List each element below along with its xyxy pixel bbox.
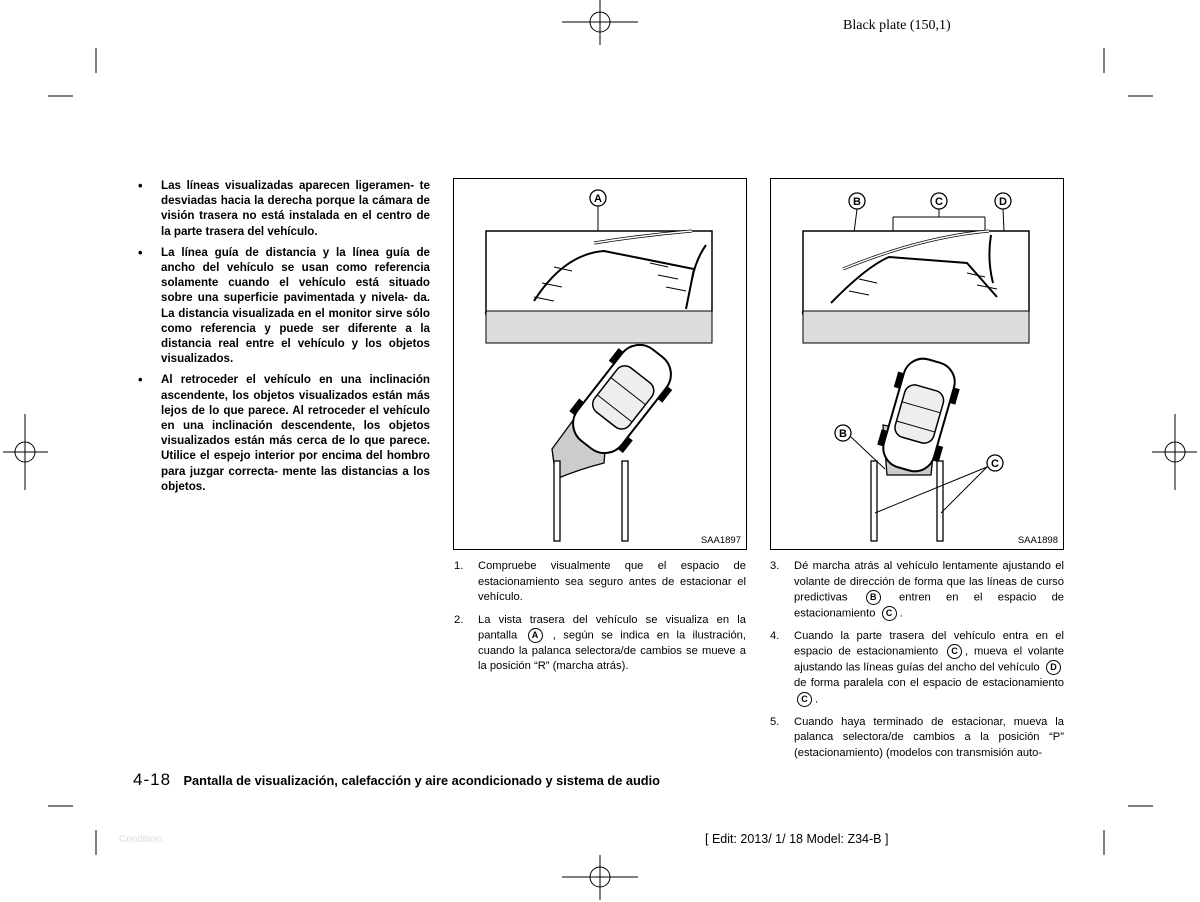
figure-id: SAA1898 [1017, 535, 1058, 546]
crosshair-right-icon [1152, 414, 1197, 490]
callout-c-ref-icon: C [947, 644, 962, 659]
callout-b-ref-icon: B [866, 590, 881, 605]
bumper-area [486, 311, 712, 343]
step-item [454, 613, 746, 675]
step-text: , mueva el volante ajustando las líneas guías del ancho del vehículo [794, 645, 1064, 674]
callout-d-icon [995, 193, 1011, 209]
crosshair-top-icon [562, 0, 638, 45]
step-number: 2. [454, 613, 464, 626]
steps-left [454, 559, 746, 682]
monitor-screen [486, 231, 712, 317]
car-top-view [873, 352, 965, 477]
step-item [454, 559, 746, 606]
callout-c-icon [987, 455, 1003, 471]
step-item [770, 715, 1064, 762]
step-text: Compruebe visualmente que el espacio de estacionamiento sea seguro antes de estacionar el vehículo. [478, 560, 746, 603]
crosshair-left-icon [3, 414, 48, 490]
plate-header: Black plate (150,1) [843, 18, 951, 33]
figure-id: SAA1897 [700, 535, 741, 546]
condition-label: Condition: [119, 834, 165, 845]
callout-a-label: A [594, 193, 602, 205]
step-text: , según se indica en la ilustración, cuando la palanca selectora/de cambios se mueve a la posición “R” (marcha atrás). [478, 629, 747, 673]
callout-d-ref-icon: D [1046, 660, 1061, 675]
svg-text:C: C [991, 458, 999, 470]
callout-b-icon [849, 193, 865, 209]
callout-b-icon [835, 425, 851, 441]
bullet-item: • Al retroceder el vehículo en una inclinación ascendente, los objetos visualizados están más lejos de lo que parece. Al retroceder el vehículo en una inclinación descendente, los objetos visualizados están más cerca de lo que parece. Utilice el espejo interior por encima del hombro para juzgar correcta- mente las distancias a los objetos. [138, 372, 430, 494]
page-number: 4-18 [133, 770, 172, 789]
step-text: Cuando la parte trasera del vehículo entra en el espacio de estacionamiento [794, 629, 1064, 658]
rear-view-diagram-a [454, 179, 746, 549]
step-number: 1. [454, 560, 464, 572]
callout-c-ref-icon: C [797, 692, 812, 707]
callout-c-icon [931, 193, 947, 209]
callout-c-ref-icon: C [882, 606, 897, 621]
step-text: entren en el espacio de estacionamiento [794, 591, 1065, 620]
bullet-list [138, 178, 430, 500]
svg-text:B: B [853, 196, 861, 208]
figure-right [770, 178, 1064, 550]
step-text: La vista trasera del vehículo se visualiza en la pantalla [478, 613, 746, 642]
edit-info: [ Edit: 2013/ 1/ 18 Model: Z34-B ] [705, 832, 889, 846]
crosshair-bottom-icon [562, 855, 638, 900]
svg-text:C: C [935, 196, 943, 208]
step-item [770, 629, 1064, 708]
bullet-item: • Las líneas visualizadas aparecen ligeramen- te desviadas hacia la derecha porque la cámara de visión trasera no está instalada en el centro de la parte trasera del vehículo. [138, 178, 430, 239]
step-number: 4. [770, 629, 780, 642]
step-text: Dé marcha atrás al vehículo lentamente ajustando el volante de dirección de forma que las líneas de curso predictivas [794, 560, 1064, 604]
footer-section-title [133, 770, 660, 790]
svg-text:B: B [839, 428, 847, 440]
svg-text:D: D [999, 196, 1007, 208]
rear-view-diagram-bcd [771, 179, 1063, 549]
step-item [770, 559, 1064, 622]
figure-left [453, 178, 747, 550]
bullet-item: • La línea guía de distancia y la línea guía de ancho del vehículo se usan como referencia solamente cuando el vehículo está situado sobre una superficie pavimentada y nivela- da. La distancia visualizada en el monitor sirve sólo como referencia y puede ser diferente a la distancia real entre el vehículo y los objetos visualizados. [138, 245, 430, 367]
callout-a-ref-icon: A [528, 628, 543, 643]
step-number: 5. [770, 715, 780, 728]
step-text: Cuando haya terminado de estacionar, mueva la palanca selectora/de cambios a la posición “P” (estacionamiento) (modelos con transmisión auto- [794, 715, 1064, 759]
bumper-area [803, 311, 1029, 343]
steps-right [770, 559, 1064, 768]
step-text: . [815, 693, 819, 706]
step-number: 3. [770, 560, 780, 572]
step-text: de forma paralela con el espacio de estacionamiento [794, 677, 1064, 690]
section-title: Pantalla de visualización, calefacción y aire acondicionado y sistema de audio [183, 773, 660, 788]
step-text: . [899, 607, 903, 620]
